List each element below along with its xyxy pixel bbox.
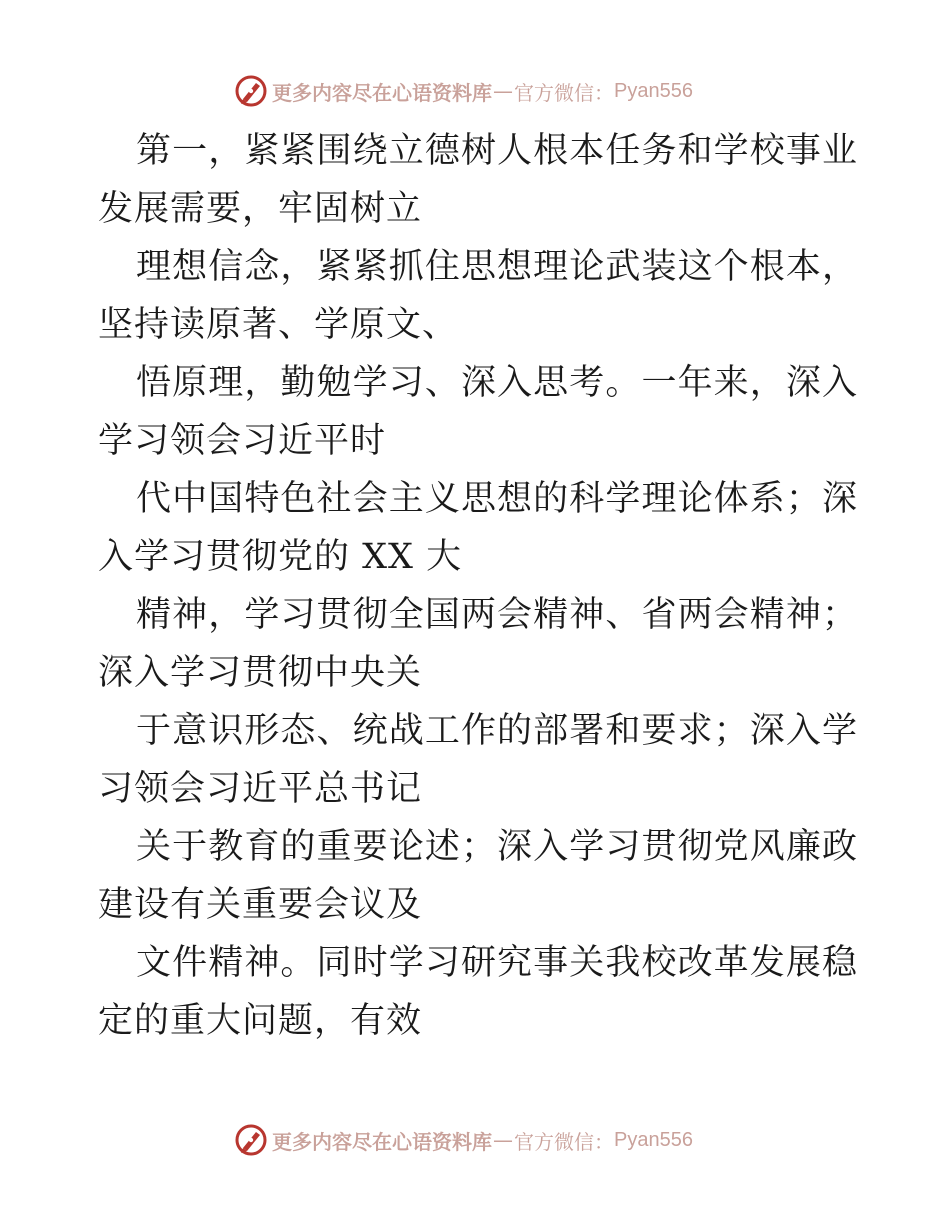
- pen-logo-icon: [234, 1123, 268, 1157]
- paragraph: 悟原理，勤勉学习、深入思考。一年来，深入学习领会习近平时: [98, 363, 858, 461]
- banner-wechat-label: 官方微信：: [514, 1129, 614, 1154]
- header-banner: [234, 73, 693, 109]
- paragraph: 于意识形态、统战工作的部署和要求；深入学习领会习近平总书记: [98, 711, 858, 809]
- paragraph: 精神，学习贯彻全国两会精神、省两会精神；深入学习贯彻中央关: [98, 595, 858, 693]
- banner-main-text: 更多内容尽在心语资料库: [272, 80, 492, 105]
- pen-logo-icon: [234, 74, 268, 108]
- banner-dash: —: [493, 1128, 513, 1152]
- paragraph: 第一，紧紧围绕立德树人根本任务和学校事业发展需要，牢固树立: [98, 131, 858, 229]
- paragraph: 理想信念，紧紧抓住思想理论武装这个根本，坚持读原著、学原文、: [98, 247, 858, 345]
- body-content: [98, 122, 858, 1050]
- paragraph: 关于教育的重要论述；深入学习贯彻党风廉政建设有关重要会议及: [98, 827, 858, 925]
- banner-wechat-id: Pyan556: [614, 1128, 693, 1151]
- banner-wechat-label: 官方微信：: [514, 80, 614, 105]
- paragraph: 文件精神。同时学习研究事关我校改革发展稳定的重大问题，有效: [98, 943, 858, 1041]
- paragraph: 代中国特色社会主义思想的科学理论体系；深入学习贯彻党的 XX 大: [98, 479, 858, 577]
- banner-main-text: 更多内容尽在心语资料库: [272, 1129, 492, 1154]
- footer-banner: [234, 1122, 693, 1158]
- banner-wechat-id: Pyan556: [614, 79, 693, 102]
- banner-dash: —: [493, 79, 513, 103]
